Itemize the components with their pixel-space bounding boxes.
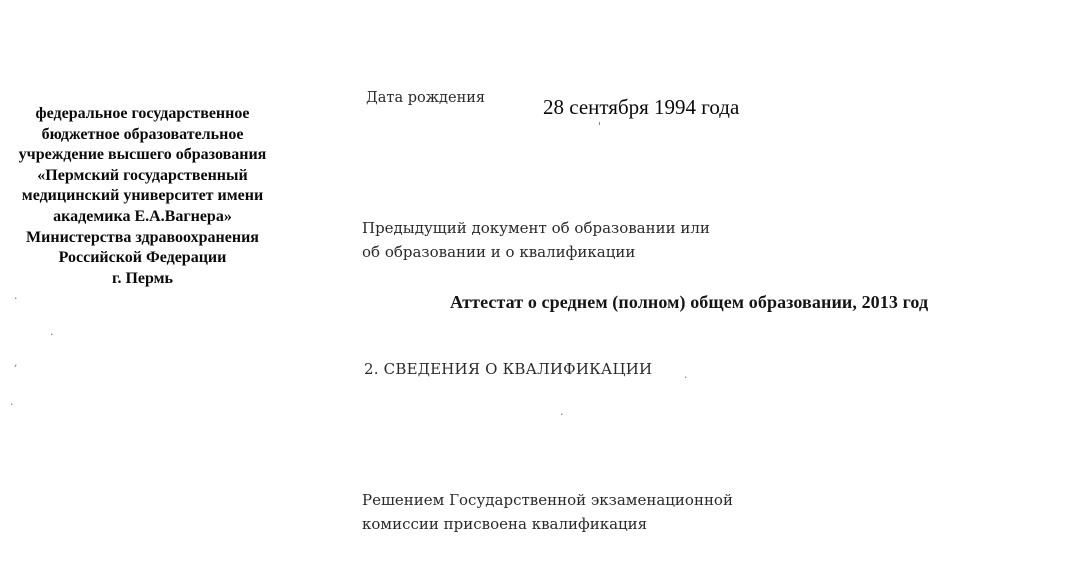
previous-document-label [362, 217, 710, 264]
issuer-line: медицинский университет имени [21, 187, 264, 205]
issuing-organization [0, 104, 285, 289]
previous-document-label-line: об образовании и о квалификации [362, 242, 636, 261]
qualification-section-title: 2. СВЕДЕНИЯ О КВАЛИФИКАЦИИ [364, 360, 653, 378]
issuer-line: федеральное государственное [35, 105, 250, 122]
commission-line: комиссии присвоена квалификация [362, 515, 648, 533]
commission-line: Решением Государственной экзаменационной [362, 491, 733, 509]
issuer-line: «Пермский государственный [37, 166, 248, 184]
birth-date-value: 28 сентября 1994 года [543, 95, 740, 119]
diploma-supplement-page: федеральное государственное бюджетное образовательное учреждение высшего образования «Пермский государственный медицинский университет имени академика Е.А.Вагнера» Министерства здравоохранения Российской Федерации г. Пермь Дата рождения 28 сентября 1994 года Предыдущий документ об образовании или об образовании и о квалификации Аттестат о среднем (полном) общем образовании, 2013 год 2. СВЕДЕНИЯ О КВАЛИФИКАЦИИ Решением Государственной экзаменационной комиссии присвоена квалификация ' · · , · . · [0, 0, 1075, 585]
issuer-line: бюджетное образовательное [41, 125, 244, 143]
issuer-city: г. Пермь [111, 269, 174, 287]
commission-decision-text [362, 488, 733, 536]
birth-date-label: Дата рождения [366, 90, 486, 106]
issuer-line: учреждение высшего образования [18, 146, 267, 164]
issuer-line: академика Е.А.Вагнера» [53, 207, 232, 225]
previous-document-value: Аттестат о среднем (полном) общем образовании, 2013 год [450, 292, 929, 312]
previous-document-label-line: Предыдущий документ об образовании или [362, 219, 710, 237]
issuer-line: Российской Федерации [58, 249, 227, 267]
issuer-line: Министерства здравоохранения [26, 228, 259, 246]
